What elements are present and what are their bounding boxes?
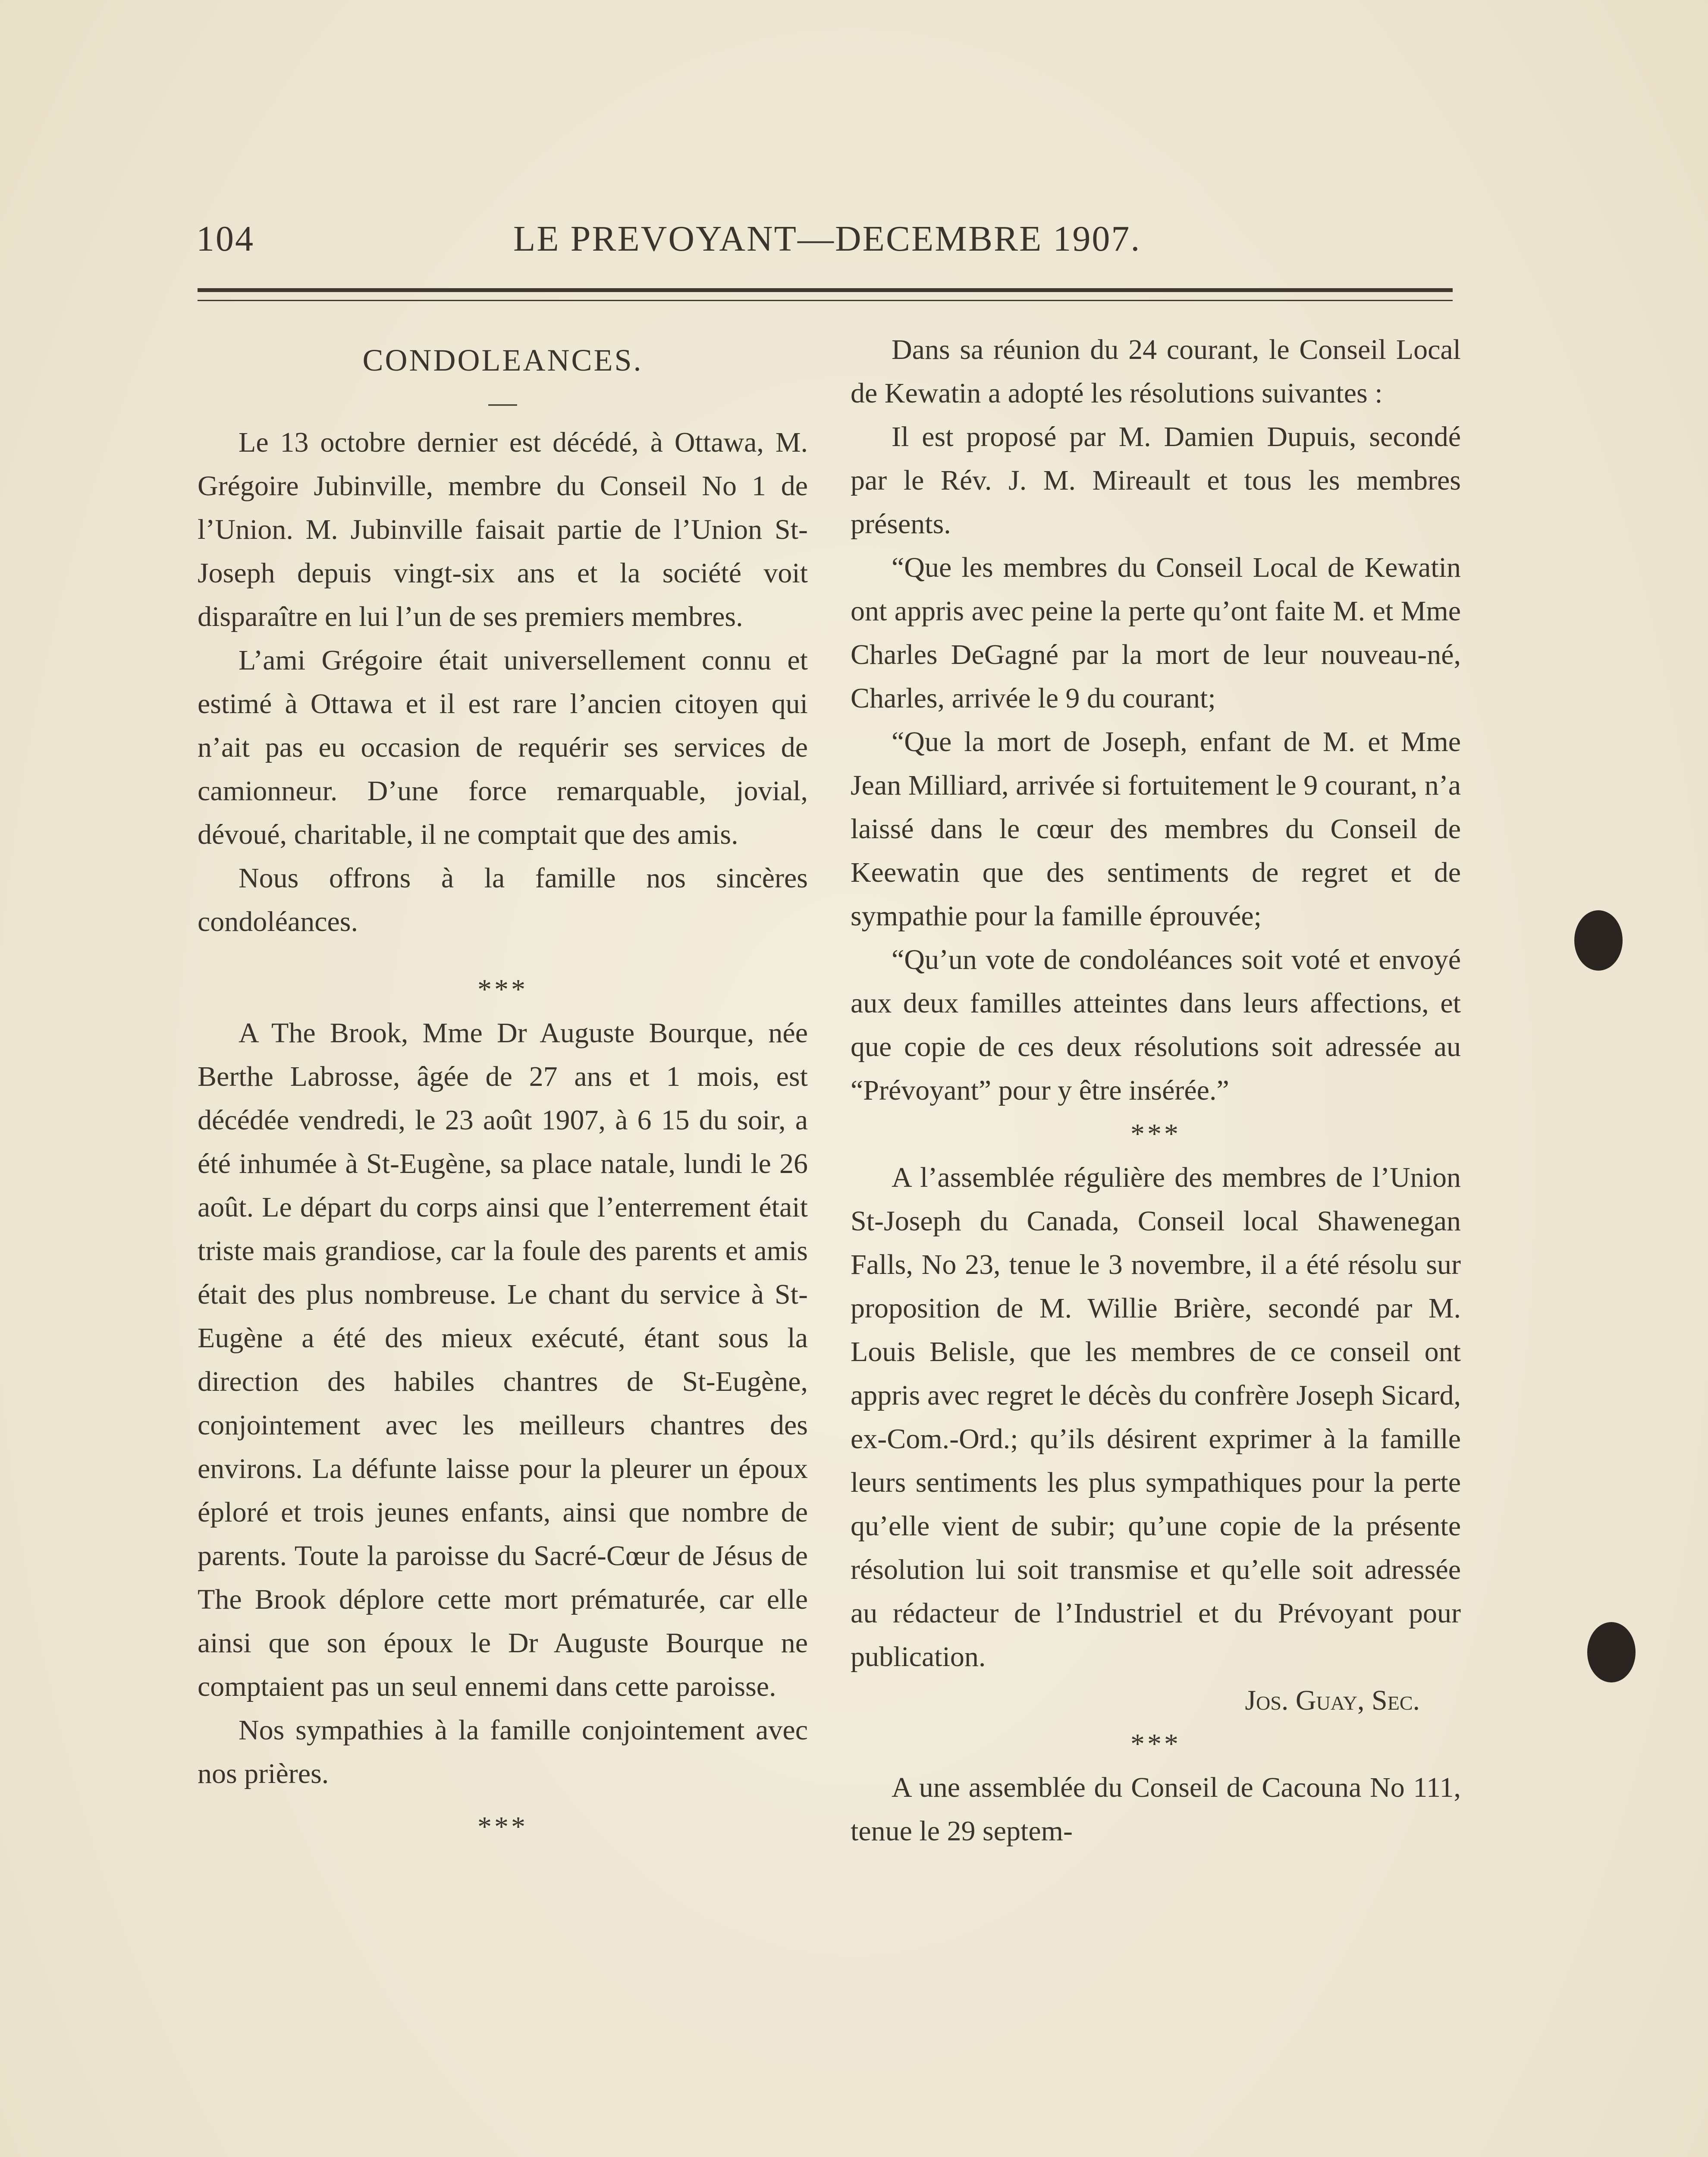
article-paragraph: “Que les membres du Conseil Local de Kewatin ont appris avec peine la perte qu’ont faite M. et Mme Charles DeGagné par la mort de leur nouveau-né, Charles, arrivée le 9 du courant; xyxy=(851,552,1461,714)
article-paragraph: Dans sa réunion du 24 courant, le Conseil Local de Kewatin a adopté les résolutions suivantes : xyxy=(851,334,1461,409)
article-paragraph: A The Brook, Mme Dr Auguste Bourque, née Berthe Labrosse, âgée de 27 ans et 1 mois, est décédée vendredi, le 23 août 1907, à 6 15 du soir, a été inhumée à St-Eugène, sa place natale, lundi le 26 août. Le départ du corps ainsi que l’enterrement était triste mais grandiose, car la foule des parents et amis était des plus nombreuse. Le chant du service à St-Eugène a été des mieux exécuté, étant sous la direction des habiles chantres de St-Eugène, conjointement avec les meilleurs chantres des environs. La défunte laisse pour la pleurer un époux éploré et trois jeunes enfants, ainsi que nombre de parents. Toute la paroisse du Sacré-Cœur de Jésus de The Brook déplore cette mort prématurée, car elle ainsi que son époux le Dr Auguste Bourque ne comptaient pas un seul ennemi dans cette paroisse. xyxy=(198,1017,808,1702)
binding-hole-upper xyxy=(1574,910,1623,971)
section-heading: CONDOLEANCES. xyxy=(362,343,643,377)
article-paragraph: Il est proposé par M. Damien Dupuis, secondé par le Rév. J. M. Mireault et tous les membres présents. xyxy=(851,421,1461,540)
separator-stars: *** xyxy=(477,974,528,1005)
header-rule-thin xyxy=(198,300,1453,301)
right-column xyxy=(851,328,1461,1853)
left-column xyxy=(198,328,808,1849)
separator-stars: *** xyxy=(1130,1728,1181,1760)
running-title: LE PREVOYANT—DECEMBRE 1907. xyxy=(513,219,1141,259)
page-number: 104 xyxy=(196,219,254,259)
binding-hole-lower xyxy=(1587,1622,1636,1682)
page-header xyxy=(196,218,1454,265)
separator-stars: *** xyxy=(1130,1118,1181,1150)
article-paragraph: L’ami Grégoire était universellement connu et estimé à Ottawa et il est rare l’ancien citoyen qui n’ait pas eu occasion de requérir ses services de camionneur. D’une force remarquable, jovial, dévoué, charitable, il ne comptait que des amis. xyxy=(198,645,808,850)
article-paragraph: A l’assemblée régulière des membres de l’Union St-Joseph du Canada, Conseil local Shawenegan Falls, No 23, tenue le 3 novembre, il a été résolu sur proposition de M. Willie Brière, secondé par M. Louis Belisle, que les membres de ce conseil ont appris avec regret le décès du confrère Joseph Sicard, ex-Com.-Ord.; qu’ils désirent exprimer à la famille leurs sentiments les plus sympathiques pour la perte qu’elle vient de subir; qu’une copie de la présente résolution lui soit transmise et qu’elle soit adressée au rédacteur de l’Industriel et du Prévoyant pour publication. xyxy=(851,1162,1461,1673)
heading-dash: — xyxy=(488,387,517,418)
article-paragraph: “Que la mort de Joseph, enfant de M. et Mme Jean Milliard, arrivée si fortuitement le 9 courant, n’a laissé dans le cœur des membres du Conseil de Keewatin que des sentiments de regret et de sympathie pour la famille éprouvée; xyxy=(851,726,1461,932)
article-paragraph: “Qu’un vote de condoléances soit voté et envoyé aux deux familles atteintes dans leurs affections, et que copie de ces deux résolutions soit adressée au “Prévoyant” pour y être insérée.” xyxy=(851,944,1461,1106)
header-rule-thick xyxy=(198,288,1453,292)
signature: Jos. Guay, Sec. xyxy=(1245,1685,1420,1716)
article-paragraph: Le 13 octobre dernier est décédé, à Ottawa, M. Grégoire Jubinville, membre du Conseil No 1 de l’Union. M. Jubinville faisait partie de l’Union St-Joseph depuis vingt-six ans et la société voit disparaître en lui l’un de ses premiers membres. xyxy=(198,427,808,632)
article-paragraph: Nos sympathies à la famille conjointement avec nos prières. xyxy=(198,1714,808,1789)
article-paragraph: Nous offrons à la famille nos sincères condoléances. xyxy=(198,862,808,937)
article-paragraph: A une assemblée du Conseil de Cacouna No 111, tenue le 29 septem- xyxy=(851,1772,1461,1847)
separator-stars: *** xyxy=(477,1811,528,1843)
